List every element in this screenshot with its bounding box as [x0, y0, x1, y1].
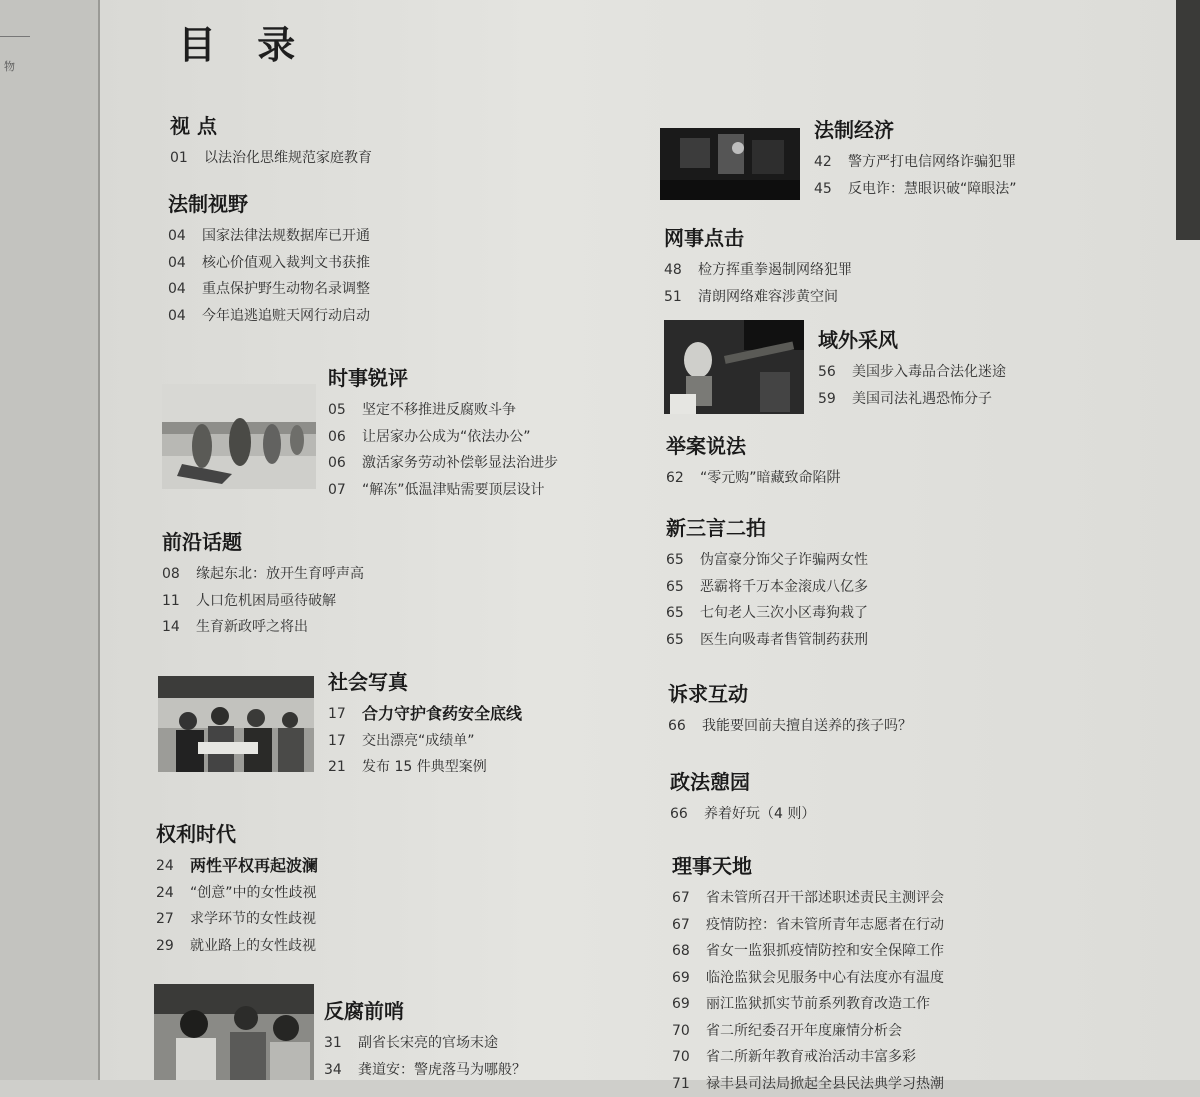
- section-fanfuqianshao: [324, 995, 526, 1083]
- toc-entry[interactable]: 31 副省长宋亮的官场末途: [324, 1030, 526, 1057]
- toc-entry[interactable]: 66 养着好玩（4 则）: [670, 801, 815, 828]
- section-heading: 诉求互动: [668, 678, 912, 707]
- toc-entry[interactable]: 04 今年追逃追赃天网行动启动: [168, 303, 370, 330]
- section-zhengfaqiyuan: [670, 766, 815, 828]
- section-quanlishidai: [156, 818, 318, 959]
- section-shidian: [170, 110, 372, 172]
- toc-entry[interactable]: 27 求学环节的女性歧视: [156, 906, 318, 933]
- section-shishiruiping: [328, 362, 558, 503]
- photo-protest-march: [162, 384, 316, 489]
- toc-entry[interactable]: 11 人口危机困局亟待破解: [162, 588, 364, 615]
- section-juanshuofa: [666, 430, 841, 492]
- toc-entry[interactable]: 71 禄丰县司法局掀起全县民法典学习热潮: [672, 1071, 944, 1097]
- toc-entry[interactable]: 67 疫情防控：省未管所青年志愿者在行动: [672, 912, 944, 939]
- toc-entry[interactable]: 21 发布 15 件典型案例: [328, 754, 522, 781]
- toc-entry[interactable]: 42 警方严打电信网络诈骗犯罪: [814, 149, 1017, 176]
- toc-entry[interactable]: 04 核心价值观入裁判文书获推: [168, 250, 370, 277]
- section-yuwaicaifeng: [818, 324, 1006, 412]
- section-heading: 举案说法: [666, 430, 841, 459]
- toc-entry[interactable]: 06 激活家务劳动补偿彰显法治进步: [328, 450, 558, 477]
- section-xinsanyan: [666, 512, 868, 653]
- toc-entry[interactable]: 51 清朗网络难容涉黄空间: [664, 284, 852, 311]
- section-heading: 时事锐评: [328, 362, 558, 391]
- toc-entry[interactable]: 14 生育新政呼之将出: [162, 614, 364, 641]
- toc-entry[interactable]: 48 检方挥重拳遏制网络犯罪: [664, 257, 852, 284]
- left-page-mark: 物: [4, 58, 15, 74]
- toc-entry[interactable]: 67 省未管所召开干部述职述责民主测评会: [672, 885, 944, 912]
- toc-entry[interactable]: 65 医生向吸毒者售管制药获刑: [666, 627, 868, 654]
- section-heading: 反腐前哨: [324, 995, 526, 1024]
- left-page-edge: [0, 0, 100, 1080]
- toc-entry[interactable]: 62 “零元购”暗藏致命陷阱: [666, 465, 841, 492]
- section-heading: 社会写真: [328, 666, 522, 695]
- toc-entry[interactable]: 59 美国司法礼遇恐怖分子: [818, 386, 1006, 413]
- section-heading: 网事点击: [664, 222, 852, 251]
- toc-entry[interactable]: 17 合力守护食药安全底线: [328, 701, 522, 728]
- section-lishitiandi: [672, 850, 944, 1097]
- toc-entry[interactable]: 66 我能要回前夫擅自送养的孩子吗？: [668, 713, 912, 740]
- toc-entry[interactable]: 70 省二所纪委召开年度廉情分析会: [672, 1018, 944, 1045]
- section-suqiuhudong: [668, 678, 912, 740]
- toc-entry[interactable]: 08 缘起东北：放开生育呼声高: [162, 561, 364, 588]
- photo-telecom-fraud: [660, 128, 800, 200]
- toc-entry[interactable]: 24 “创意”中的女性歧视: [156, 880, 318, 907]
- photo-foreign-scene: [664, 320, 804, 414]
- section-heading: 域外采风: [818, 324, 1006, 353]
- toc-entry[interactable]: 65 伪富豪分饰父子诈骗两女性: [666, 547, 868, 574]
- toc-entry[interactable]: 68 省女一监狠抓疫情防控和安全保障工作: [672, 938, 944, 965]
- page-edge-shadow: [1176, 0, 1200, 240]
- photo-food-safety-event: [158, 676, 314, 772]
- toc-entry[interactable]: 56 美国步入毒品合法化迷途: [818, 359, 1006, 386]
- toc-entry[interactable]: 29 就业路上的女性歧视: [156, 933, 318, 960]
- section-heading: 法制视野: [168, 188, 370, 217]
- toc-entry[interactable]: 45 反电诈：慧眼识破“障眼法”: [814, 176, 1017, 203]
- section-heading: 权利时代: [156, 818, 318, 847]
- toc-entry[interactable]: 17 交出漂亮“成绩单”: [328, 728, 522, 755]
- photo-reading-crowd: [154, 984, 314, 1080]
- toc-entry[interactable]: 65 七旬老人三次小区毒狗栽了: [666, 600, 868, 627]
- page-title: 目 录: [178, 14, 309, 69]
- toc-entry[interactable]: 70 省二所新年教育戒治活动丰富多彩: [672, 1044, 944, 1071]
- toc-entry[interactable]: 24 两性平权再起波澜: [156, 853, 318, 880]
- toc-entry[interactable]: 69 丽江监狱抓实节前系列教育改造工作: [672, 991, 944, 1018]
- toc-entry[interactable]: 07 “解冻”低温津贴需要顶层设计: [328, 477, 558, 504]
- toc-entry[interactable]: 65 恶霸将千万本金滚成八亿多: [666, 574, 868, 601]
- toc-entry[interactable]: 01 以法治化思维规范家庭教育: [170, 145, 372, 172]
- toc-entry[interactable]: 06 让居家办公成为“依法办公”: [328, 424, 558, 451]
- section-heading: 政法憩园: [670, 766, 815, 795]
- section-wangshidianji: [664, 222, 852, 310]
- section-heading: 前沿话题: [162, 526, 364, 555]
- section-heading: 法制经济: [814, 114, 1017, 143]
- section-heading: 理事天地: [672, 850, 944, 879]
- section-fazhishiye: [168, 188, 370, 329]
- toc-entry[interactable]: 34 龚道安：警虎落马为哪般？: [324, 1057, 526, 1084]
- toc-entry[interactable]: 69 临沧监狱会见服务中心有法度亦有温度: [672, 965, 944, 992]
- toc-entry[interactable]: 05 坚定不移推进反腐败斗争: [328, 397, 558, 424]
- section-shehuixiezhen: [328, 666, 522, 781]
- section-qianyanhuati: [162, 526, 364, 641]
- toc-entry[interactable]: 04 国家法律法规数据库已开通: [168, 223, 370, 250]
- section-heading: 新三言二拍: [666, 512, 868, 541]
- section-fazhijingji: [814, 114, 1017, 202]
- toc-entry[interactable]: 04 重点保护野生动物名录调整: [168, 276, 370, 303]
- divider: [0, 36, 30, 37]
- section-heading: 视 点: [170, 110, 372, 139]
